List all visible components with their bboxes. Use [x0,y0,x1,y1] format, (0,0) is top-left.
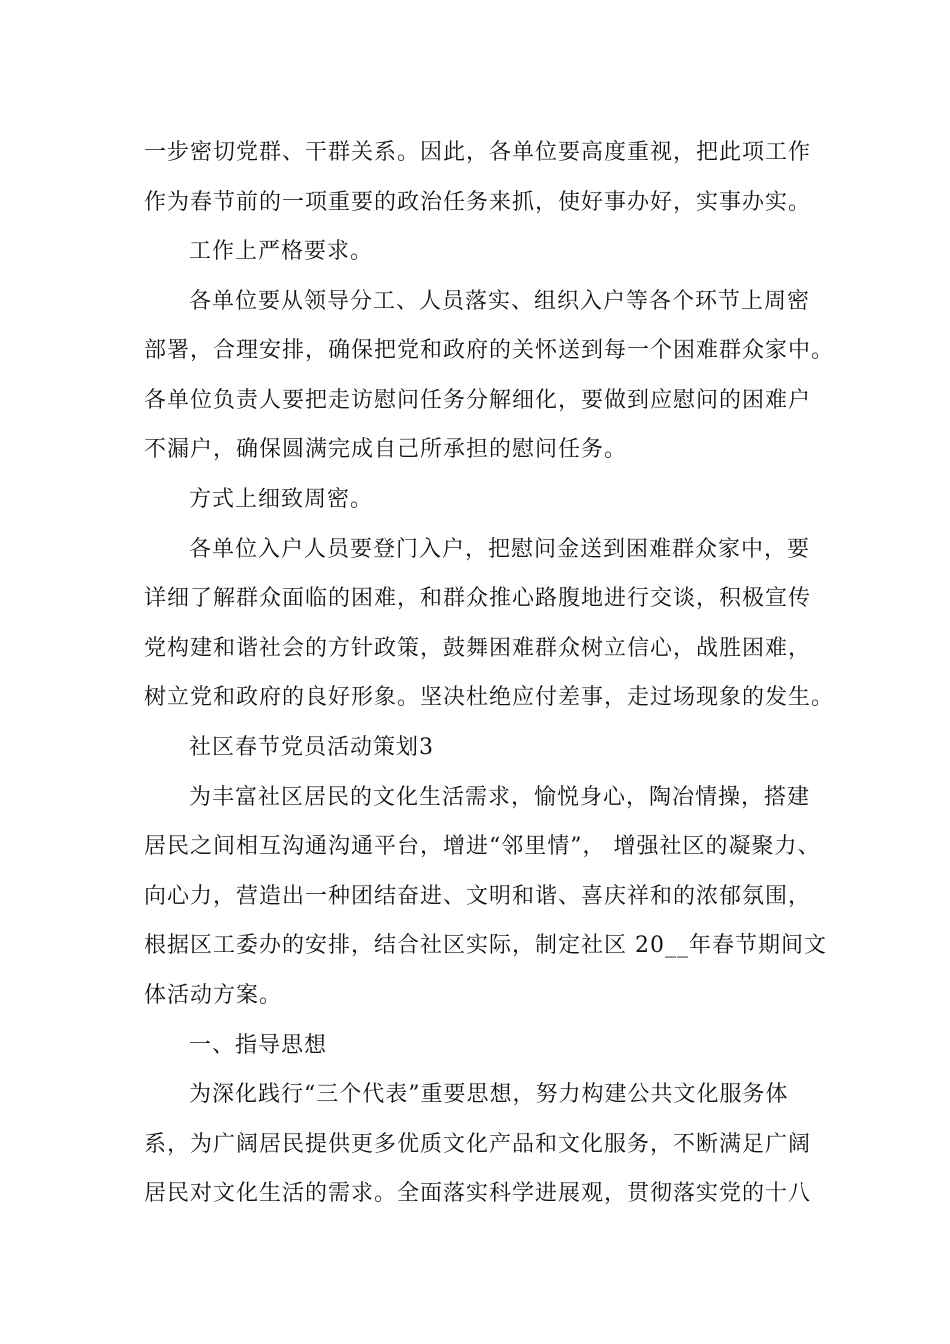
section-title: 社区春节党员活动策划3 [189,735,434,760]
text-line: 系，为广阔居民提供更多优质文化产品和文化服务，不断满足广阔 [144,1132,812,1157]
text-line: 作为春节前的一项重要的政治任务来抓，使好事办好，实事办实。 [144,190,812,215]
text-line: 居民对文化生活的需求。全面落实科学进展观，贯彻落实党的十八 [144,1181,812,1206]
text-line: 各单位负责人要把走访慰问任务分解细化，要做到应慰问的困难户 [144,388,812,413]
text-line: 各单位要从领导分工、人员落实、组织入户等各个环节上周密 [189,289,811,314]
text-line: 根据区工委办的安排，结合社区实际，制定社区 20__年春节期间文 [144,933,827,958]
text-line: 党构建和谐社会的方针政策，鼓舞困难群众树立信心，战胜困难， [144,636,812,661]
text-line: 树立党和政府的良好形象。坚决杜绝应付差事，走过场现象的发生。 [144,685,835,710]
section-heading: 一、指导思想 [189,1033,328,1058]
text-line: 为深化践行“三个代表”重要思想，努力构建公共文化服务体 [189,1082,789,1107]
text-line: 居民之间相互沟通沟通平台，增进“邻里情”， 增强社区的凝聚力、 [144,834,821,859]
section-heading: 工作上严格要求。 [189,239,374,264]
text-line: 详细了解群众面临的困难，和群众推心路腹地进行交谈，积极宣传 [144,586,812,611]
text-line: 为丰富社区居民的文化生活需求，愉悦身心，陶冶情操，搭建 [189,785,811,810]
text-line: 体活动方案。 [144,983,283,1008]
section-heading: 方式上细致周密。 [189,487,374,512]
text-line: 向心力，营造出一种团结奋进、文明和谐、喜庆祥和的浓郁氛围， [144,884,812,909]
text-line: 一步密切党群、干群关系。因此，各单位要高度重视，把此项工作 [144,140,812,165]
text-line: 各单位入户人员要登门入户，把慰问金送到困难群众家中，要 [189,537,811,562]
text-line: 部署，合理安排，确保把党和政府的关怀送到每一个困难群众家中。 [144,338,835,363]
text-line: 不漏户，确保圆满完成自己所承担的慰问任务。 [144,437,628,462]
